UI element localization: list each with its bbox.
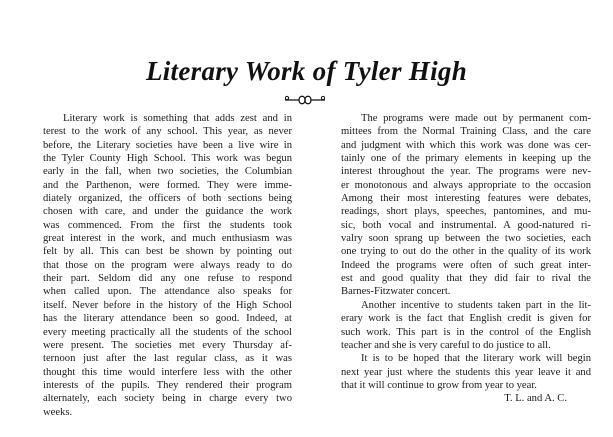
text-line: such work. This part is in the control of the English [341,326,591,338]
page-title: Literary Work of Tyler High [145,56,468,86]
text-line: weeks. [43,406,73,418]
text-line: est and good quality that they did fair to rival the [341,273,591,285]
text-line: great interest in the work, and much enthusiasm was [43,233,292,245]
text-line: next year just where the students this year leave it and [341,366,591,378]
text-line: erary work is the fact that English credit is given for [341,313,591,325]
text-line: readings, short plays, speeches, pantomines, and mu- [341,206,591,218]
text-line: sic, both vocal and instrumental. A good-natured ri- [341,219,591,231]
text-line: was commenced. From the first the students took [43,219,292,231]
text-line: thought this time would interfere less with the other [43,366,292,378]
text-line: The programs were made out by permanent com- [361,113,591,124]
signature: T. L. and A. C. [504,393,567,405]
text-line: before, the Literary societies have been a live wire in [43,139,292,151]
text-line: Barnes-Fitzwater concert. [341,286,451,298]
text-line: when called upon. The attendance also speaks for [43,286,292,298]
text-line: valry soon sprang up between the two societies, each [341,233,591,245]
text-line: and the Parthenon, were formed. They were imme- [43,179,292,191]
text-line: Another incentive to students taken part in the lit- [361,299,591,311]
left-column [43,112,292,419]
text-line: itself. Never before in the history of the High School [43,299,292,311]
text-line: chosen with care, and under the guidance the work [43,206,292,218]
text-line: felt by all. This can best be shown by pointing out [43,246,292,258]
right-column [341,112,591,406]
text-line: every meeting practically all the students of the school [43,326,292,338]
text-line: diately organized, the officers of both sections being [43,193,292,205]
text-line: terest to the work of any school. This year, as never [43,126,292,138]
text-line: er monotonous and always appropriate to the occasion [341,179,591,191]
text-line: early in the fall, when two societies, the Columbian [43,166,292,178]
text-line: and judgment with which this work was done was cer- [341,139,591,151]
text-line: ternoon just after the last regular class, as it was [43,353,292,365]
text-line: alternately, each society being in charge every two [43,393,292,405]
text-line: has the literary attendance been so good. Indeed, at [43,313,292,325]
text-line: interests of the pupils. They rendered their program [43,379,292,391]
text-line: Indeed the programs were often of such great inter- [341,259,591,271]
text-line: teacher and she is very careful to do justice to all. [341,339,551,351]
text-line: that it will continue to grow from year to year. [341,379,537,391]
text-line: It is to be hoped that the literary work will begin [361,353,591,365]
text-line: were present. The societies met every Thursday af- [43,339,292,351]
text-line: one trying to out do the other in the quality of its work [341,246,591,258]
text-line: interest throughout the year. The programs were nev- [341,166,591,178]
text-line: the Tyler County High School. This work was begun [43,153,292,165]
text-line: mittees from the Normal Training Class, and the care [341,126,591,138]
text-line: Literary work is something that adds zest and in [63,113,292,124]
text-line: that those on the program were always ready to do [43,259,292,271]
scroll-ornament-icon [283,93,327,107]
text-line: their part. Seldom did any one refuse to respond [43,273,292,285]
text-line: Among their most interesting features were debates, [341,193,591,205]
text-line: tainly one of the primary elements in keeping up the [341,153,591,165]
